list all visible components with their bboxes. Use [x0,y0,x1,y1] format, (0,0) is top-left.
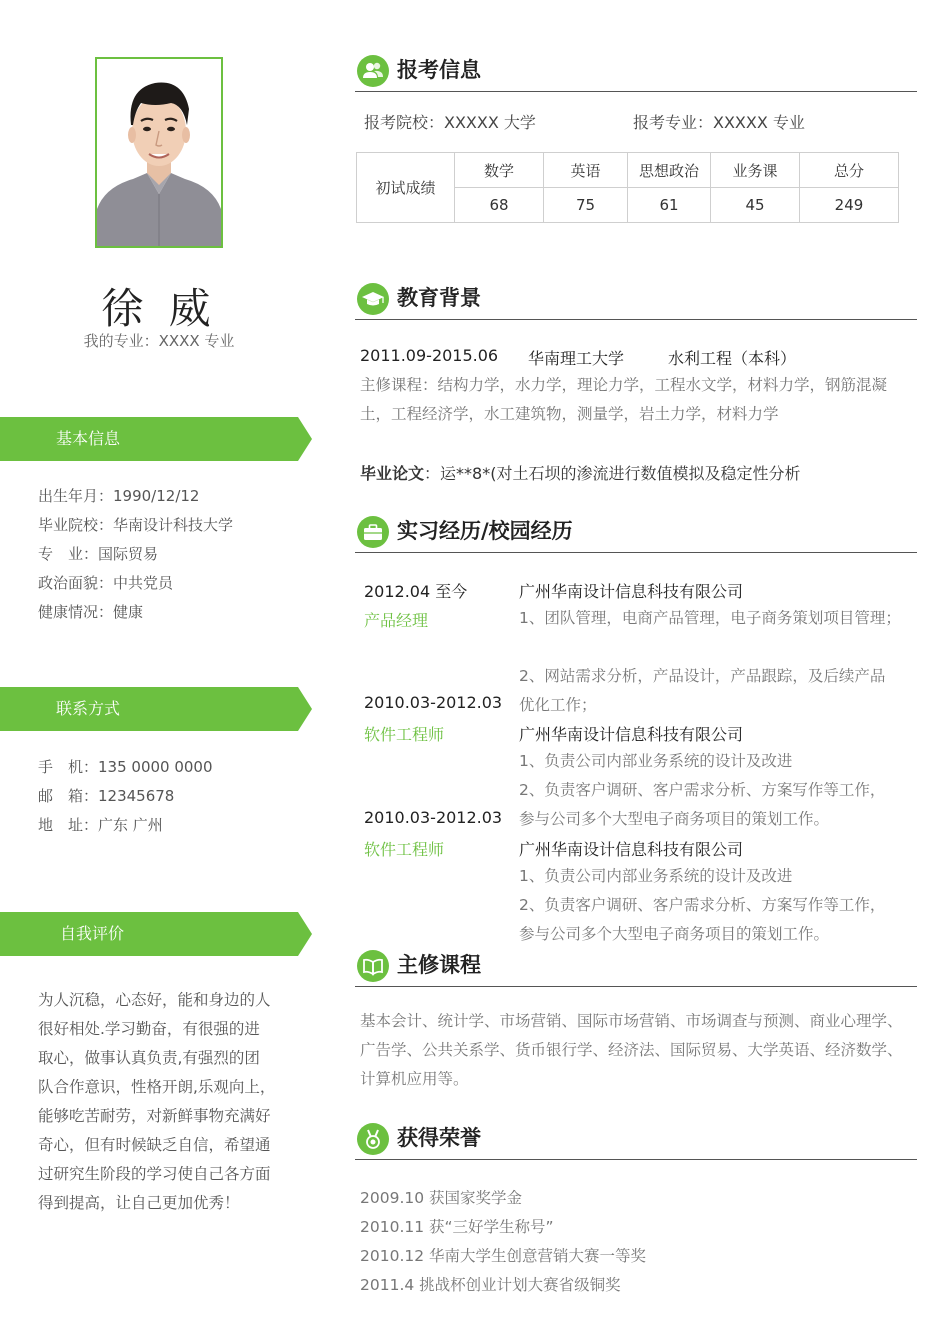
contact-list [38,753,213,840]
job-role: 产品经理 [364,611,429,630]
section-banner-basic-info [0,417,312,461]
contact-address: 地 址：广东 广州 [38,816,163,834]
contact-phone: 手 机：135 0000 0000 [38,758,213,776]
info-birth: 出生年月：1990/12/12 [38,487,200,505]
honor-item: 2010.12 华南大学生创意营销大赛一等奖 [360,1247,647,1265]
section-divider [355,1159,917,1160]
section-header-education [355,281,917,321]
banner-label: 联系方式 [56,699,121,718]
education-period: 2011.09-2015.06 [360,346,499,365]
education-degree: 水利工程（本科） [668,349,797,368]
info-major: 专 业：国际贸易 [38,545,159,563]
self-eval-line: 得到提高，让自己更加优秀！ [38,1194,240,1212]
exam-major: 报考专业：XXXXX 专业 [633,113,805,132]
thesis-label: 毕业论文 [360,464,425,483]
duty-line: 参与公司多个大型电子商务项目的策划工作。 [519,925,830,943]
info-health: 健康情况：健康 [38,603,144,621]
duty-line: 参与公司多个大型电子商务项目的策划工作。 [519,810,830,828]
duty-line: 2、负责客户调研、客户需求分析、方案写作等工作， [519,781,886,799]
duty-line: 2、负责客户调研、客户需求分析、方案写作等工作， [519,896,886,914]
courses-line: 广告学、公共关系学、货币银行学、经济法、国际贸易、大学英语、经济数学、 [360,1041,903,1059]
courses-text [360,1007,935,1094]
course-line: 主修课程：结构力学，水力学，理论力学，工程水文学，材料力学，钢筋混凝 [360,376,888,394]
duty-line: 2、网站需求分析，产品设计，产品跟踪，及后续产品 [519,667,886,685]
users-icon [357,55,389,87]
job-duties [519,604,919,720]
honor-item: 2009.10 获国家奖学金 [360,1189,523,1207]
candidate-name: 徐 威 [101,284,217,333]
self-eval-line: 很好相处.学习勤奋，有很强的进 [38,1020,260,1038]
info-school: 毕业院校：华南设计科技大学 [38,516,234,534]
job-company: 广州华南设计信息科技有限公司 [519,725,744,744]
score-value: 61 [628,188,711,223]
job-period: 2010.03-2012.03 [364,693,503,712]
book-icon [357,950,389,982]
graduation-cap-icon [357,283,389,315]
self-eval-line: 取心，做事认真负责,有强烈的团 [38,1049,260,1067]
education-school: 华南理工大学 [528,349,625,368]
duty-line: 优化工作； [519,696,597,714]
portrait-image [97,59,221,246]
score-header: 总分 [800,153,899,188]
section-divider [355,552,917,553]
duty-line: 1、负责公司内部业务系统的设计及改进 [519,752,793,770]
section-banner-contact [0,687,312,731]
candidate-major: 我的专业：XXXX 专业 [83,332,235,350]
exam-score-table [356,152,899,223]
job-role: 软件工程师 [364,725,445,744]
exam-school: 报考院校：XXXXX 大学 [364,113,536,132]
section-title: 报考信息 [397,58,481,82]
self-evaluation-text [38,986,288,1218]
briefcase-icon [357,516,389,548]
section-title: 实习经历/校园经历 [397,519,573,543]
section-header-honors [355,1121,917,1161]
honor-item: 2010.11 获“三好学生称号” [360,1218,554,1236]
profile-photo [95,57,223,248]
self-eval-line: 能够吃苦耐劳，对新鲜事物充满好 [38,1107,271,1125]
contact-email: 邮 箱：12345678 [38,787,175,805]
duty-line: 1、团队管理，电商产品管理，电子商务策划项目管理； [519,609,901,627]
section-title: 教育背景 [397,286,481,310]
score-value: 68 [455,188,544,223]
honors-list [360,1184,920,1300]
courses-line: 计算机应用等。 [360,1070,469,1088]
score-header: 英语 [544,153,628,188]
score-header: 思想政治 [628,153,711,188]
section-divider [355,319,917,320]
section-banner-self-evaluation [0,912,312,956]
job-duties [519,862,919,949]
section-divider [355,91,917,92]
job-period: 2010.03-2012.03 [364,808,503,827]
section-divider [355,986,917,987]
banner-label: 基本信息 [56,429,121,448]
banner-label: 自我评价 [60,924,125,943]
section-header-experience [355,514,917,554]
education-thesis [360,461,800,484]
score-row-label: 初试成绩 [357,153,455,223]
duty-line [519,633,919,662]
job-company: 广州华南设计信息科技有限公司 [519,840,744,859]
honor-item: 2011.4 挑战杯创业计划大赛省级铜奖 [360,1276,621,1294]
basic-info-list [38,482,233,627]
self-eval-line: 奇心，但有时候缺乏自信，希望通 [38,1136,271,1154]
score-header: 数学 [455,153,544,188]
section-header-courses [355,948,917,988]
job-company: 广州华南设计信息科技有限公司 [519,582,744,601]
score-header: 业务课 [711,153,800,188]
self-eval-line: 队合作意识，性格开朗,乐观向上， [38,1078,276,1096]
course-line: 土，工程经济学，水工建筑物，测量学，岩土力学，材料力学 [360,405,779,423]
banner-arrow-shape [0,687,312,731]
self-eval-line: 过研究生阶段的学习使自己各方面 [38,1165,271,1183]
score-value: 75 [544,188,628,223]
courses-line: 基本会计、统计学、市场营销、国际市场营销、市场调查与预测、商业心理学、 [360,1012,903,1030]
score-value: 45 [711,188,800,223]
job-period: 2012.04 至今 [364,582,468,601]
section-title: 主修课程 [397,953,481,977]
education-courses [360,371,920,429]
job-duties [519,747,919,834]
banner-arrow-shape [0,417,312,461]
job-role: 软件工程师 [364,840,445,859]
thesis-text: ：运**8*(对土石坝的渗流进行数值模拟及稳定性分析 [424,464,801,483]
score-value: 249 [800,188,899,223]
duty-line: 1、负责公司内部业务系统的设计及改进 [519,867,793,885]
section-header-exam [355,53,917,93]
banner-arrow-shape [0,912,312,956]
section-title: 获得荣誉 [397,1126,481,1150]
self-eval-line: 为人沉稳，心态好，能和身边的人 [38,991,271,1009]
medal-icon [357,1123,389,1155]
info-politics: 政治面貌：中共党员 [38,574,174,592]
